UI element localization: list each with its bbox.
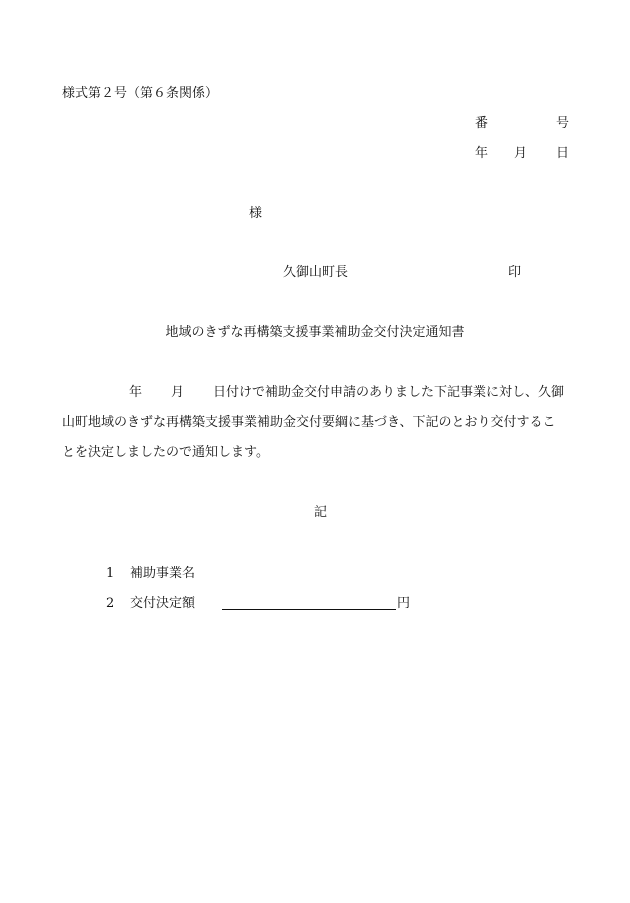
body-year-label: 年 <box>129 385 143 400</box>
amount-unit: 円 <box>397 596 411 611</box>
body-month-label: 月 <box>171 385 185 400</box>
addressee-honorific: 様 <box>249 206 263 221</box>
seal-mark: 印 <box>508 265 522 280</box>
body-paragraph-line: 山町地域のきずな再構築支援事業補助金交付要綱に基づき、下記のとおり交付するこ <box>62 415 556 430</box>
body-paragraph-line: とを決定しましたので通知します。 <box>62 445 269 460</box>
body-line-1-text: 日付けで補助金交付申請のありました下記事業に対し、久御 <box>213 385 565 400</box>
form-number-label: 様式第２号（第６条関係） <box>62 86 219 101</box>
ki-heading: 記 <box>314 505 328 520</box>
document-title: 地域のきずな再構築支援事業補助金交付決定通知書 <box>165 325 465 340</box>
document-number-suffix: 号 <box>556 116 570 131</box>
date-month-label: 月 <box>514 146 528 161</box>
issuer-name: 久御山町長 <box>283 265 349 280</box>
body-paragraph-line <box>62 386 564 399</box>
document-number-label: 番 <box>475 116 489 131</box>
date-day-label: 日 <box>556 146 570 161</box>
item-label-project-name: 補助事業名 <box>130 566 196 581</box>
amount-blank-line <box>222 609 396 610</box>
item-label-amount: 交付決定額 <box>130 596 196 611</box>
item-number: 1 <box>106 566 115 581</box>
date-year-label: 年 <box>475 146 489 161</box>
item-number: 2 <box>106 596 115 611</box>
